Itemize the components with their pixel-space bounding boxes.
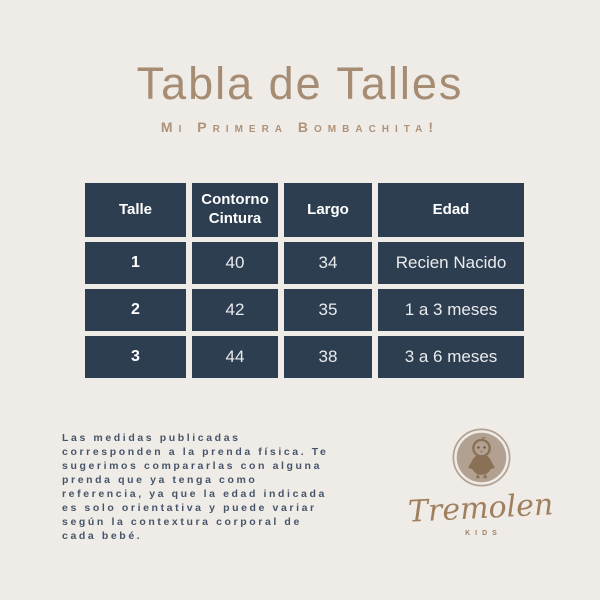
table-cell-largo: 38 <box>284 336 372 378</box>
note-line: es solo orientativa y puede variar <box>62 502 317 514</box>
table-cell-talle: 2 <box>85 289 186 331</box>
table-cell-contorno: 40 <box>192 242 278 284</box>
size-table <box>85 183 524 378</box>
table-cell-edad: 1 a 3 meses <box>378 289 524 331</box>
column-header-contorno-cintura: Contorno Cintura <box>192 183 278 237</box>
disclaimer-note <box>62 431 328 543</box>
table-cell-talle: 1 <box>85 242 186 284</box>
column-header-talle: Talle <box>85 183 186 237</box>
table-cell-largo: 35 <box>284 289 372 331</box>
table-cell-largo: 34 <box>284 242 372 284</box>
brand-logo <box>404 428 558 537</box>
note-line: Las medidas publicadas <box>62 432 241 444</box>
column-header-largo: Largo <box>284 183 372 237</box>
chick-icon <box>452 428 511 487</box>
table-cell-edad: Recien Nacido <box>378 242 524 284</box>
table-cell-contorno: 44 <box>192 336 278 378</box>
note-line: corresponden a la prenda física. Te <box>62 446 329 458</box>
page-title: Tabla de Talles <box>136 58 464 109</box>
note-line: prenda que ya tenga como <box>62 474 258 486</box>
table-cell-edad: 3 a 6 meses <box>378 336 524 378</box>
page-subtitle: Mi Primera Bombachita! <box>160 119 440 135</box>
note-line: cada bebé. <box>62 530 143 542</box>
brand-name: Tremolen <box>407 487 555 530</box>
brand-tagline: KIDS <box>465 530 502 537</box>
note-line: referencia, ya que la edad indicada <box>62 488 327 500</box>
table-cell-talle: 3 <box>85 336 186 378</box>
table-cell-contorno: 42 <box>192 289 278 331</box>
column-header-edad: Edad <box>378 183 524 237</box>
note-line: según la contextura corporal de <box>62 516 302 528</box>
note-line: sugerimos compararlas con alguna <box>62 460 323 472</box>
